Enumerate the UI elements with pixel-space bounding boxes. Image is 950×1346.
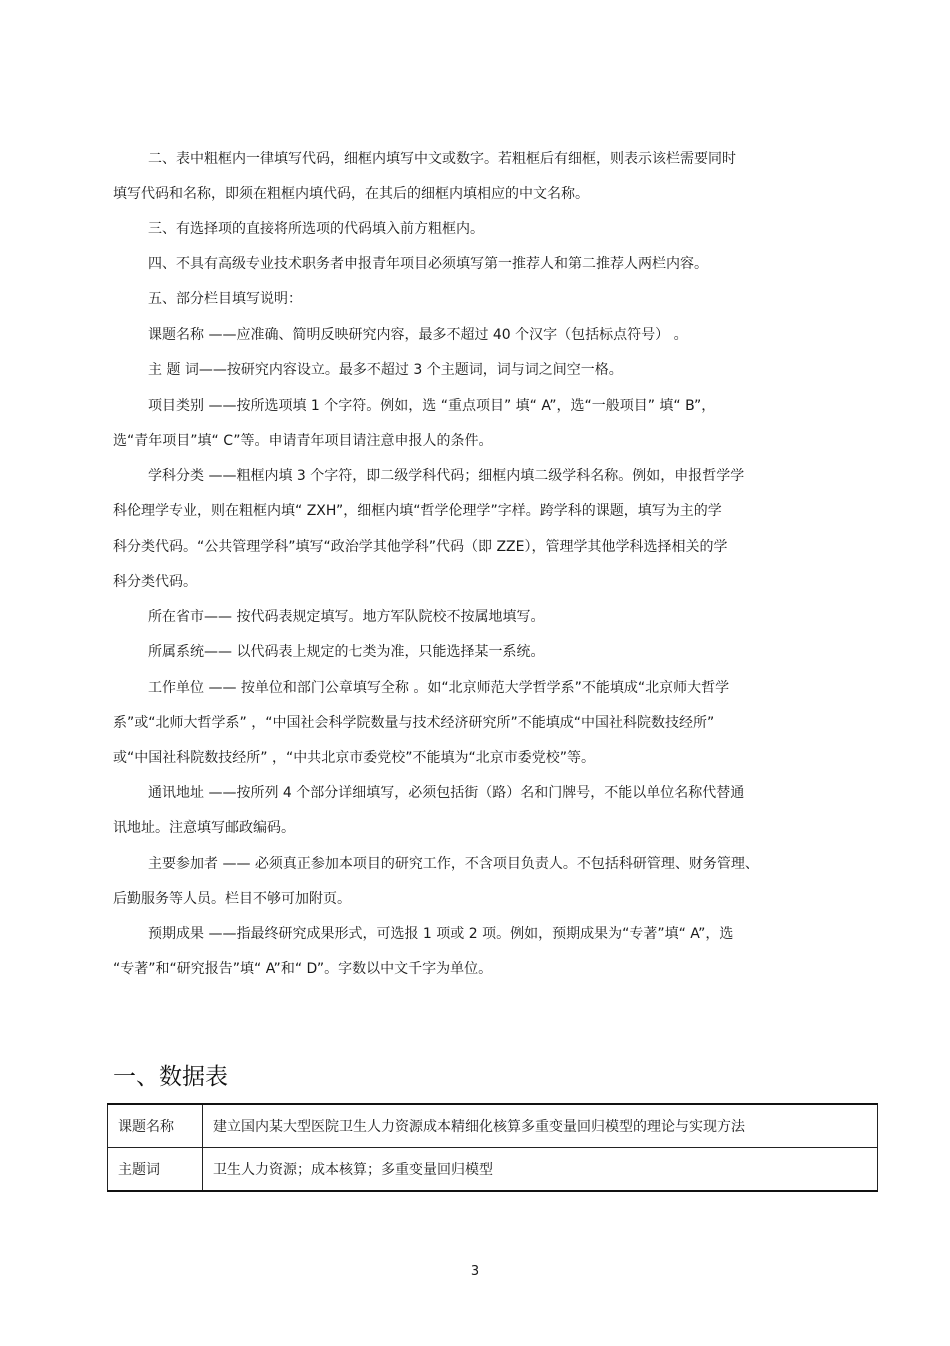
instruction-line: 选“青年项目”填“ C”等。申请青年项目请注意申报人的条件。 [113, 433, 493, 449]
instruction-line: 所在省市—— 按代码表规定填写。地方军队院校不按属地填写。 [148, 609, 545, 625]
table-value-cell: 卫生人力资源；成本核算；多重变量回归模型 [203, 1148, 878, 1192]
table-row [108, 1148, 878, 1192]
table-label-cell: 课题名称 [108, 1104, 203, 1148]
instruction-line: 填写代码和名称，即须在粗框内填代码，在其后的细框内填相应的中文名称。 [113, 186, 589, 202]
instruction-line: 工作单位 —— 按单位和部门公章填写全称 。如“北京师范大学哲学系”不能填成“北京师大哲学 [148, 680, 730, 696]
instruction-line: 科分类代码。“公共管理学科”填写“政治学其他学科”代码（即 ZZE），管理学其他学科选择相关的学 [113, 539, 728, 555]
instruction-line: 讯地址。注意填写邮政编码。 [113, 820, 295, 836]
instruction-line: 或“中国社科院数技经所” ，“中共北京市委党校”不能填为“北京市委党校”等。 [113, 750, 595, 766]
page-number: 3 [470, 1264, 480, 1279]
instruction-line: 科伦理学专业，则在粗框内填“ ZXH”，细框内填“哲学伦理学”字样。跨学科的课题，填写为主的学 [113, 503, 722, 519]
instruction-line: 主 题 词——按研究内容设立。最多不超过 3 个主题词，词与词之间空一格。 [148, 362, 623, 378]
instruction-line: 通讯地址 ——按所列 4 个部分详细填写，必须包括街（路）名和门牌号，不能以单位名称代替通 [148, 785, 745, 801]
instruction-line: 主要参加者 —— 必须真正参加本项目的研究工作，不含项目负责人。不包括科研管理、财务管理、 [148, 856, 759, 872]
instruction-line: 三、有选择项的直接将所选项的代码填入前方粗框内。 [148, 221, 484, 237]
table-value-cell: 建立国内某大型医院卫生人力资源成本精细化核算多重变量回归模型的理论与实现方法 [203, 1104, 878, 1148]
table-row [108, 1104, 878, 1148]
instruction-line: 课题名称 ——应准确、简明反映研究内容，最多不超过 40 个汉字（包括标点符号） 。 [148, 327, 688, 343]
section-heading: 一、数据表 [113, 1064, 228, 1090]
instruction-line: 预期成果 ——指最终研究成果形式，可选报 1 项或 2 项。例如，预期成果为“专著”填“ A”，选 [148, 926, 734, 942]
instruction-line: 五、部分栏目填写说明： [148, 291, 302, 307]
instruction-line: 系”或“北师大哲学系” ，“中国社会科学院数量与技术经济研究所”不能填成“中国社科院数技经所” [113, 715, 715, 731]
instruction-line: 二、表中粗框内一律填写代码，细框内填写中文或数字。若粗框后有细框，则表示该栏需要同时 [148, 151, 736, 167]
instruction-line: 所属系统—— 以代码表上规定的七类为准，只能选择某一系统。 [148, 644, 545, 660]
instruction-line: 学科分类 ——粗框内填 3 个字符，即二级学科代码；细框内填二级学科名称。例如，申报哲学学 [148, 468, 745, 484]
instruction-line: 四、不具有高级专业技术职务者申报青年项目必须填写第一推荐人和第二推荐人两栏内容。 [148, 256, 708, 272]
instruction-line: 后勤服务等人员。栏目不够可加附页。 [113, 891, 351, 907]
instruction-line: “专著”和“研究报告”填“ A”和“ D”。字数以中文千字为单位。 [113, 961, 493, 977]
data-table [107, 1103, 878, 1192]
table-label-cell: 主题词 [108, 1148, 203, 1192]
instruction-line: 科分类代码。 [113, 574, 197, 590]
instruction-line: 项目类别 ——按所选项填 1 个字符。例如，选 “重点项目” 填“ A”，选“一般项目” 填“ B”， [148, 398, 716, 414]
